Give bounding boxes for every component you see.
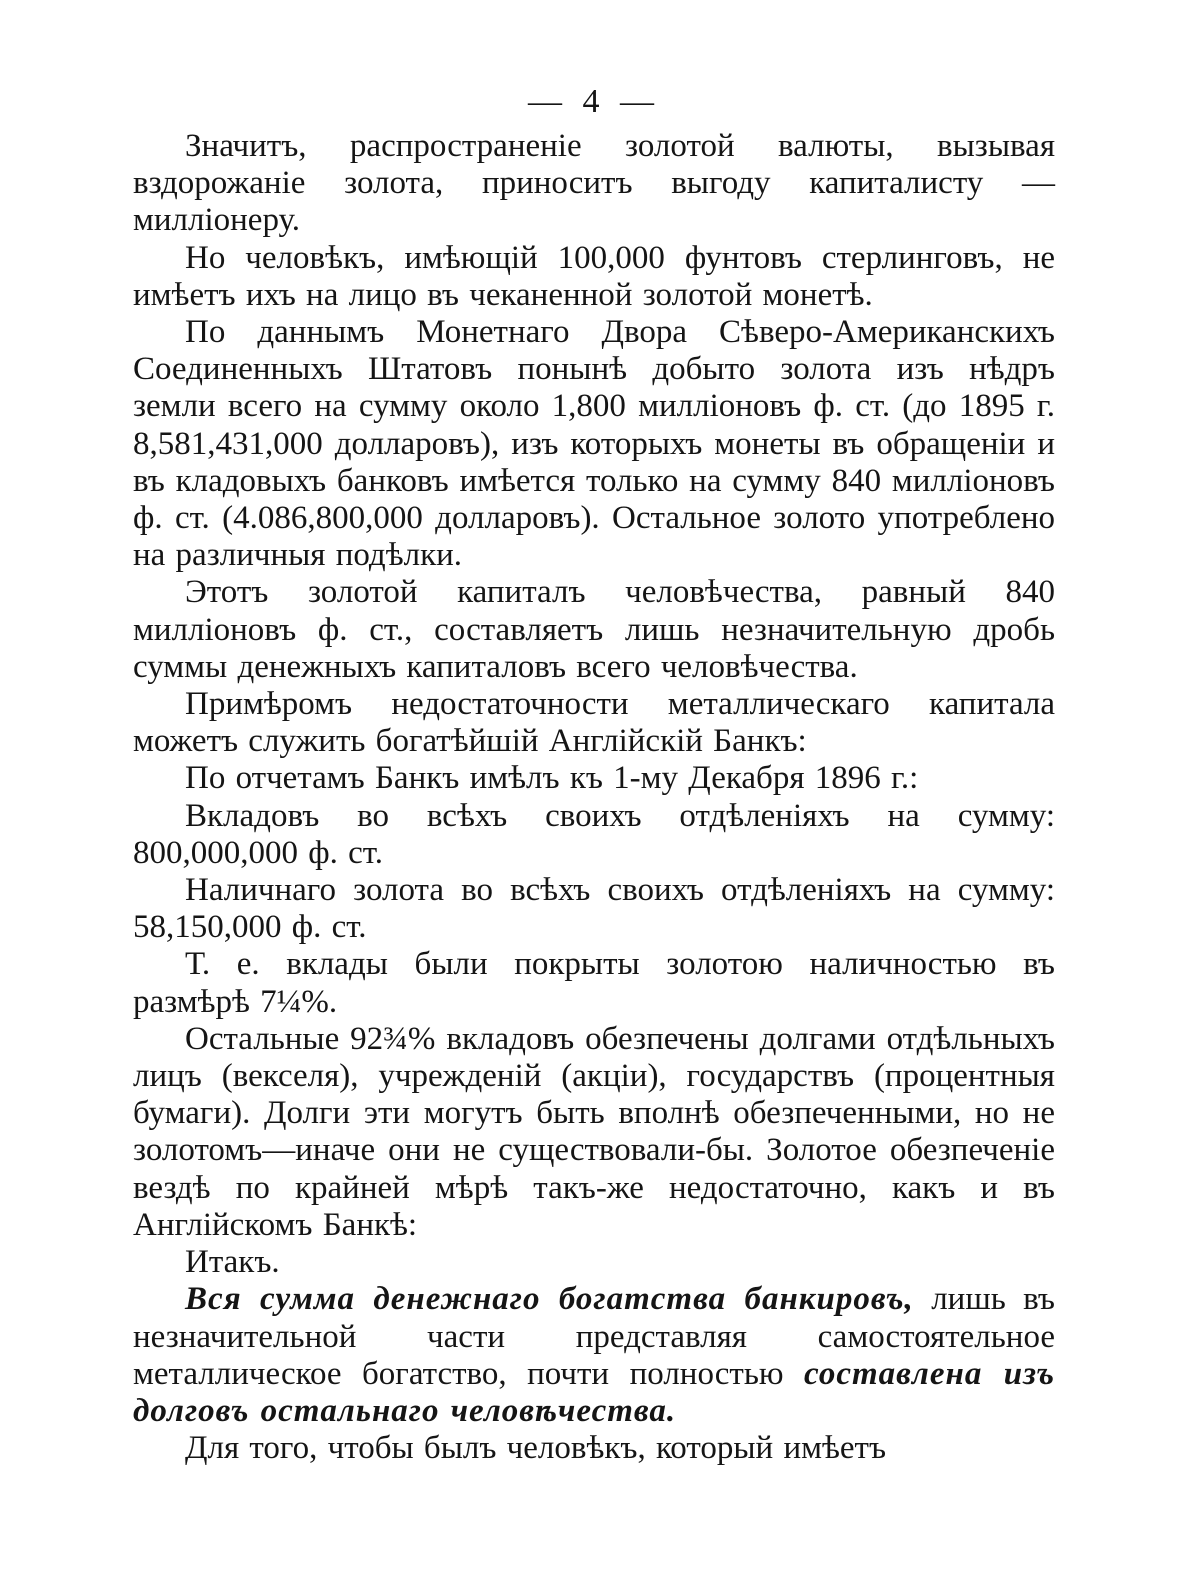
paragraph-6: По отчетамъ Банкъ имѣлъ къ 1-му Декабря 1896 г.: <box>185 760 919 797</box>
paragraph-1: Значитъ, распространеніе золотой валюты, вызывая вздорожаніе золота, приноситъ выгоду капиталисту — милліонеру. <box>133 128 1055 239</box>
conclusion-emphasis-start: Вся сумма денежнаго богатства банкировъ, <box>185 1281 914 1318</box>
paragraph-3: По даннымъ Монетнаго Двора Сѣверо-Американскихъ Соединенныхъ Штатовъ понынѣ добыто золота изъ нѣдръ земли всего на сумму около 1,800 милліоновъ ф. ст. (до 1895 г. 8,581,431,000 долларовъ), изъ которыхъ монеты въ обращеніи и въ кладовыхъ банковъ имѣется только на сумму 840 милліоновъ ф. ст. (4.086,800,000 долларовъ). Остальное золото употреблено на различныя подѣлки. <box>133 314 1055 574</box>
conclusion-paragraph <box>133 1281 1055 1430</box>
paragraph-4: Этотъ золотой капиталъ человѣчества, равный 840 милліоновъ ф. ст., составляетъ лишь незначительную дробь суммы денежныхъ капиталовъ всего человѣчества. <box>133 574 1055 685</box>
page-number: — 4 — <box>528 83 660 120</box>
paragraph-9: Т. е. вклады были покрыты золотою наличностью въ размѣрѣ 7¼%. <box>133 946 1055 1020</box>
document-page <box>133 80 1055 1467</box>
last-line: Для того, чтобы былъ человѣкъ, который имѣетъ <box>185 1430 887 1467</box>
conclusion-emphasis-end: составлена изъ долговъ остальнаго человѣчества. <box>133 1355 1055 1429</box>
paragraph-5: Примѣромъ недостаточности металлическаго капитала можетъ служить богатѣйшій Англійскій Банкъ: <box>133 686 1055 760</box>
paragraph-7: Вкладовъ во всѣхъ своихъ отдѣленіяхъ на сумму: 800,000,000 ф. ст. <box>133 797 1055 871</box>
paragraph-11: Итакъ. <box>185 1244 280 1281</box>
conclusion-middle: лишь въ незначительной части представляя самостоятельное металлическое богатство, почти полностью <box>133 1281 1055 1392</box>
paragraph-2: Но человѣкъ, имѣющій 100,000 фунтовъ стерлинговъ, не имѣетъ ихъ на лицо въ чеканенной золотой монетѣ. <box>133 239 1055 313</box>
paragraph-10: Остальные 92¾% вкладовъ обезпечены долгами отдѣльныхъ лицъ (векселя), учрежденій (акціи), государствъ (процентныя бумаги). Долги эти могутъ быть вполнѣ обезпеченными, но не золотомъ—иначе они не существовали-бы. Золотое обезпеченіе вездѣ по крайней мѣрѣ такъ-же недостаточно, какъ и въ Англійскомъ Банкѣ: <box>133 1020 1055 1243</box>
paragraph-8: Наличнаго золота во всѣхъ своихъ отдѣленіяхъ на сумму: 58,150,000 ф. ст. <box>133 872 1055 946</box>
